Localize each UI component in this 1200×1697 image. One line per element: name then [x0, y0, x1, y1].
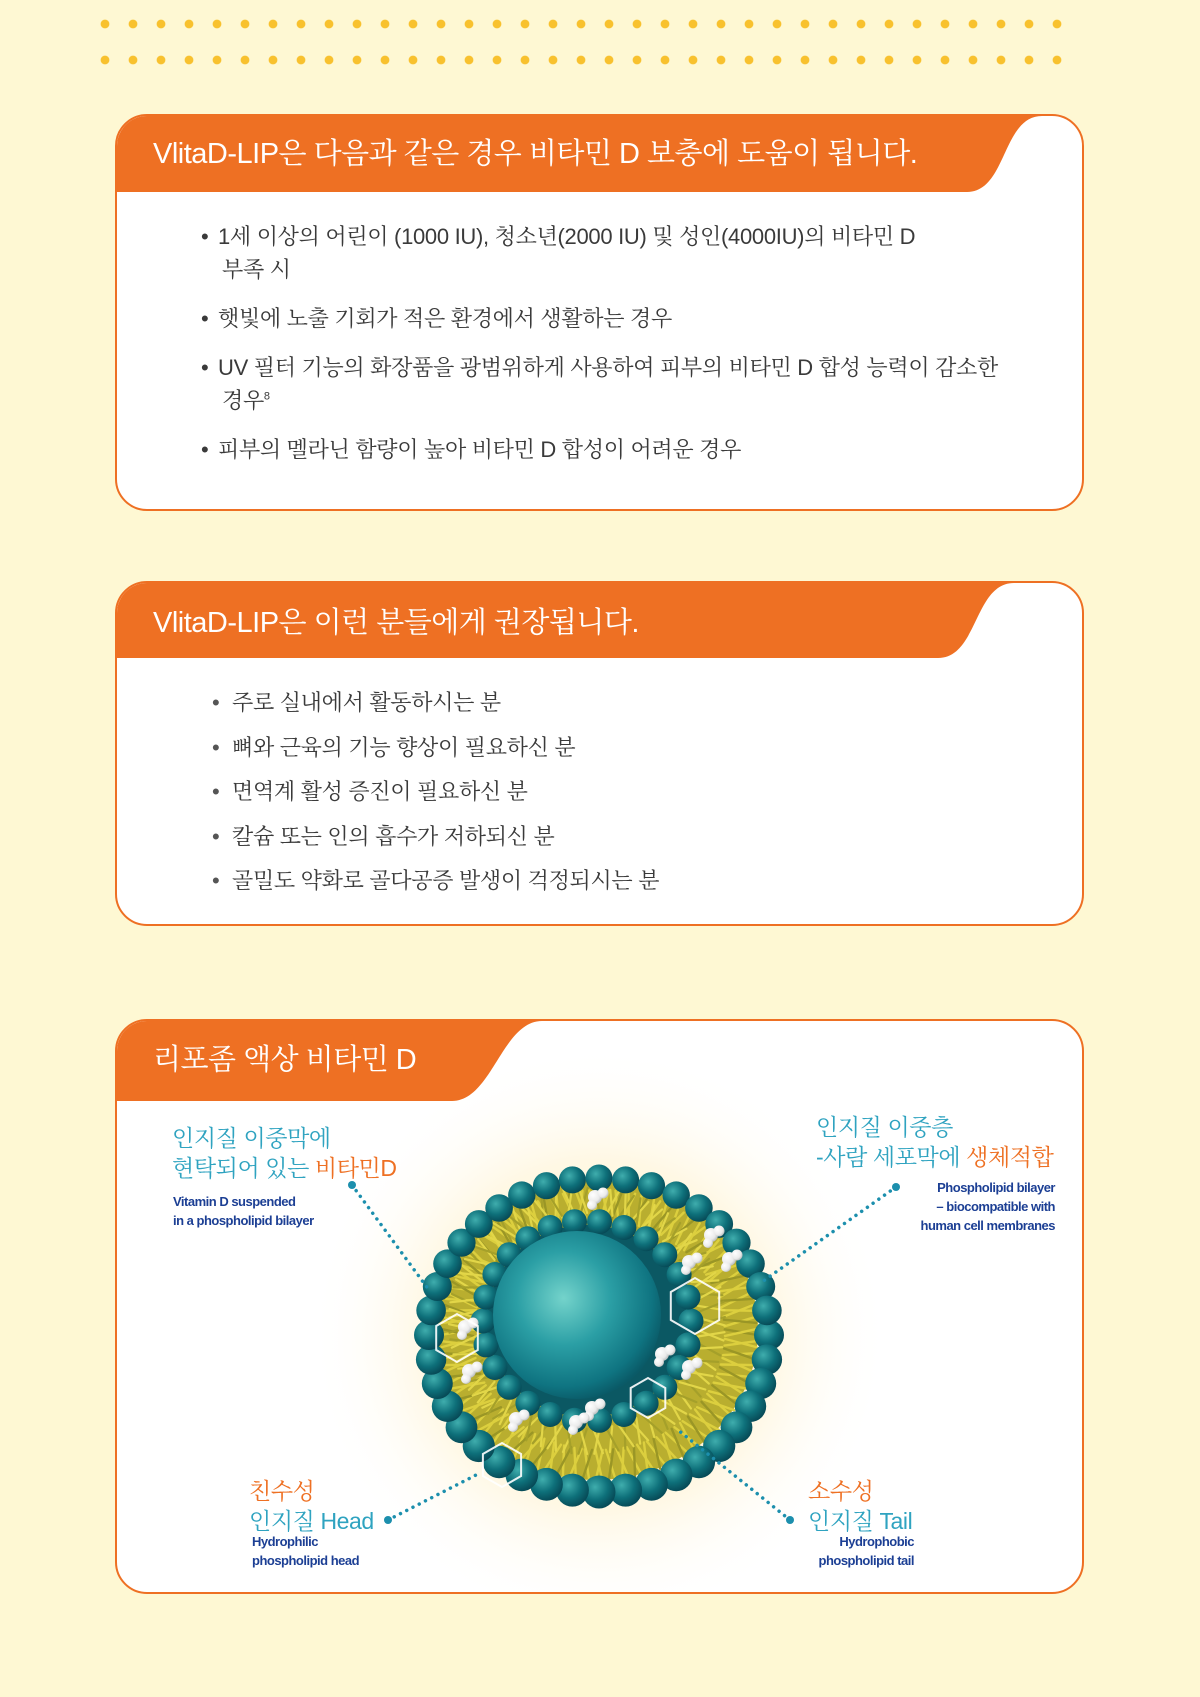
- label-highlight: 비타민D: [314, 1155, 397, 1181]
- vitamin-d-particle: [595, 1399, 606, 1410]
- lipid-head-bead: [611, 1402, 636, 1427]
- list-item-text: • 칼슘 또는 인의 흡수가 저하되신 분: [232, 823, 555, 849]
- lipid-head-bead: [562, 1209, 587, 1234]
- vitamin-d-particle: [508, 1422, 518, 1432]
- label-highlight: 생체적합: [966, 1144, 1054, 1170]
- label-en-line: Hydrophobic: [839, 1534, 914, 1549]
- vitamin-d-particle: [519, 1410, 530, 1421]
- label-text: 현탁되어 있는: [172, 1155, 315, 1181]
- label-en-line: human cell membranes: [920, 1218, 1055, 1233]
- vitamin-d-particle: [721, 1262, 731, 1272]
- benefit-list: [117, 220, 998, 482]
- vitamin-d-particle: [732, 1250, 743, 1261]
- list-item-text: • 골밀도 약화로 골다공증 발생이 걱정되시는 분: [232, 868, 660, 893]
- lipid-head-bead: [559, 1166, 586, 1193]
- aqueous-core-sphere: [493, 1231, 661, 1399]
- lipid-tail: [722, 1310, 755, 1311]
- list-item-text-continued: [218, 384, 998, 417]
- recommended-card: [115, 581, 1084, 926]
- list-item-text: • UV 필터 기능의 화장품을 광범위하게 사용하여 피부의 비타민 D 합성 능력이 감소한: [218, 355, 998, 380]
- list-item-text: • 피부의 멜라닌 함량이 높아 비타민 D 합성이 어려운 경우: [218, 437, 742, 462]
- section-title: VlitaD-LIP은 다음과 같은 경우 비타민 D 보충에 도움이 됩니다.: [153, 138, 918, 170]
- vitamin-d-particle: [692, 1358, 703, 1369]
- vitamin-d-particle: [681, 1370, 691, 1380]
- section-title: 리포좀 액상 비타민 D: [153, 1044, 417, 1076]
- list-item-text: • 주로 실내에서 활동하시는 분: [232, 690, 501, 715]
- label-text: -사람 세포막에: [816, 1144, 967, 1170]
- label-vitamin-d-english: [173, 1192, 314, 1230]
- label-head-english: [252, 1532, 359, 1570]
- lipid-head-bead: [482, 1355, 507, 1380]
- lipid-tail: [555, 1425, 556, 1451]
- label-en-line: – biocompatible with: [936, 1199, 1055, 1214]
- lipid-head-bead: [508, 1181, 535, 1208]
- lipid-head-bead: [679, 1309, 704, 1334]
- vitamin-d-particle: [568, 1425, 578, 1435]
- label-en-line: Hydrophilic: [252, 1534, 319, 1549]
- lipid-head-bead: [538, 1402, 563, 1427]
- label-ko-line: 인지질 이중층: [816, 1114, 953, 1140]
- vitamin-d-particle: [461, 1374, 471, 1384]
- vitamin-d-particle: [598, 1188, 609, 1199]
- label-vitamin-d: [172, 1123, 397, 1183]
- list-item: [117, 220, 998, 286]
- footnote-marker: 8: [263, 390, 270, 403]
- lipid-head-bead: [752, 1296, 782, 1326]
- vitamin-d-particle: [472, 1362, 483, 1373]
- label-ko-line: 인지질 이중막에: [172, 1125, 331, 1151]
- list-item: [117, 777, 659, 807]
- vitamin-d-particle: [587, 1200, 597, 1210]
- vitamin-d-particle: [692, 1253, 703, 1264]
- label-bilayer-english: [817, 1178, 1055, 1235]
- label-ko-line: 인지질 Head: [249, 1508, 374, 1534]
- list-item: [117, 866, 659, 896]
- lipid-tail: [634, 1446, 635, 1477]
- lipid-head-bead: [587, 1209, 612, 1234]
- label-en-line: phospholipid tail: [818, 1553, 914, 1568]
- label-head: [249, 1476, 374, 1536]
- list-item: [117, 433, 998, 466]
- label-en-line: in a phospholipid bilayer: [173, 1213, 314, 1228]
- vitamin-d-particle: [681, 1265, 691, 1275]
- lipid-head-bead: [586, 1165, 613, 1192]
- liposome-card: [115, 1019, 1084, 1594]
- lipid-head-bead: [533, 1172, 560, 1199]
- list-item: [117, 822, 659, 852]
- lipid-head-bead: [611, 1215, 636, 1240]
- label-highlight: 소수성: [808, 1478, 874, 1504]
- label-tail-english: [767, 1532, 914, 1570]
- section-title: VlitaD-LIP은 이런 분들에게 권장됩니다.: [153, 607, 639, 639]
- list-item-text: • 햇빛에 노출 기회가 적은 환경에서 생활하는 경우: [218, 306, 672, 331]
- list-item-text: 부족 시: [222, 257, 291, 282]
- dot-pattern-decoration: [91, 6, 1071, 78]
- vitamin-d-particle: [654, 1357, 664, 1367]
- list-item-text: • 뼈와 근육의 기능 향상이 필요하신 분: [232, 734, 576, 760]
- label-ko-line: 인지질 Tail: [808, 1508, 913, 1534]
- label-highlight: 친수성: [249, 1478, 315, 1504]
- pointer-dot: [384, 1516, 392, 1524]
- recommended-list: [117, 688, 659, 911]
- list-item: [117, 688, 659, 718]
- lipid-head-bead: [676, 1332, 701, 1357]
- list-item: [117, 351, 998, 417]
- pointer-dot: [786, 1516, 794, 1524]
- vitamin-d-particle: [457, 1330, 467, 1340]
- label-tail: [808, 1476, 912, 1536]
- lipid-head-bead: [676, 1285, 701, 1310]
- lipid-head-bead: [638, 1172, 665, 1199]
- label-ko-line: [816, 1142, 1053, 1172]
- label-en-line: phospholipid head: [252, 1553, 360, 1568]
- benefits-card: [115, 114, 1084, 511]
- list-item: [117, 733, 659, 763]
- list-item-text: • 1세 이상의 어린이 (1000 IU), 청소년(2000 IU) 및 성인(4000IU)의 비타민 D: [218, 224, 916, 249]
- vitamin-d-particle: [703, 1238, 713, 1248]
- label-en-line: Vitamin D suspended: [173, 1194, 296, 1209]
- list-item: [117, 302, 998, 335]
- vitamin-d-particle: [665, 1345, 676, 1356]
- label-bilayer: [816, 1112, 1053, 1172]
- label-ko-line: [172, 1153, 397, 1183]
- list-item-text: • 면역계 활성 증진이 필요하신 분: [232, 779, 528, 804]
- list-item-text: 경우: [222, 388, 264, 413]
- lipid-head-bead: [612, 1166, 639, 1193]
- label-en-line: Phospholipid bilayer: [937, 1180, 1055, 1195]
- vitamin-d-particle: [579, 1413, 590, 1424]
- vitamin-d-particle: [714, 1226, 725, 1237]
